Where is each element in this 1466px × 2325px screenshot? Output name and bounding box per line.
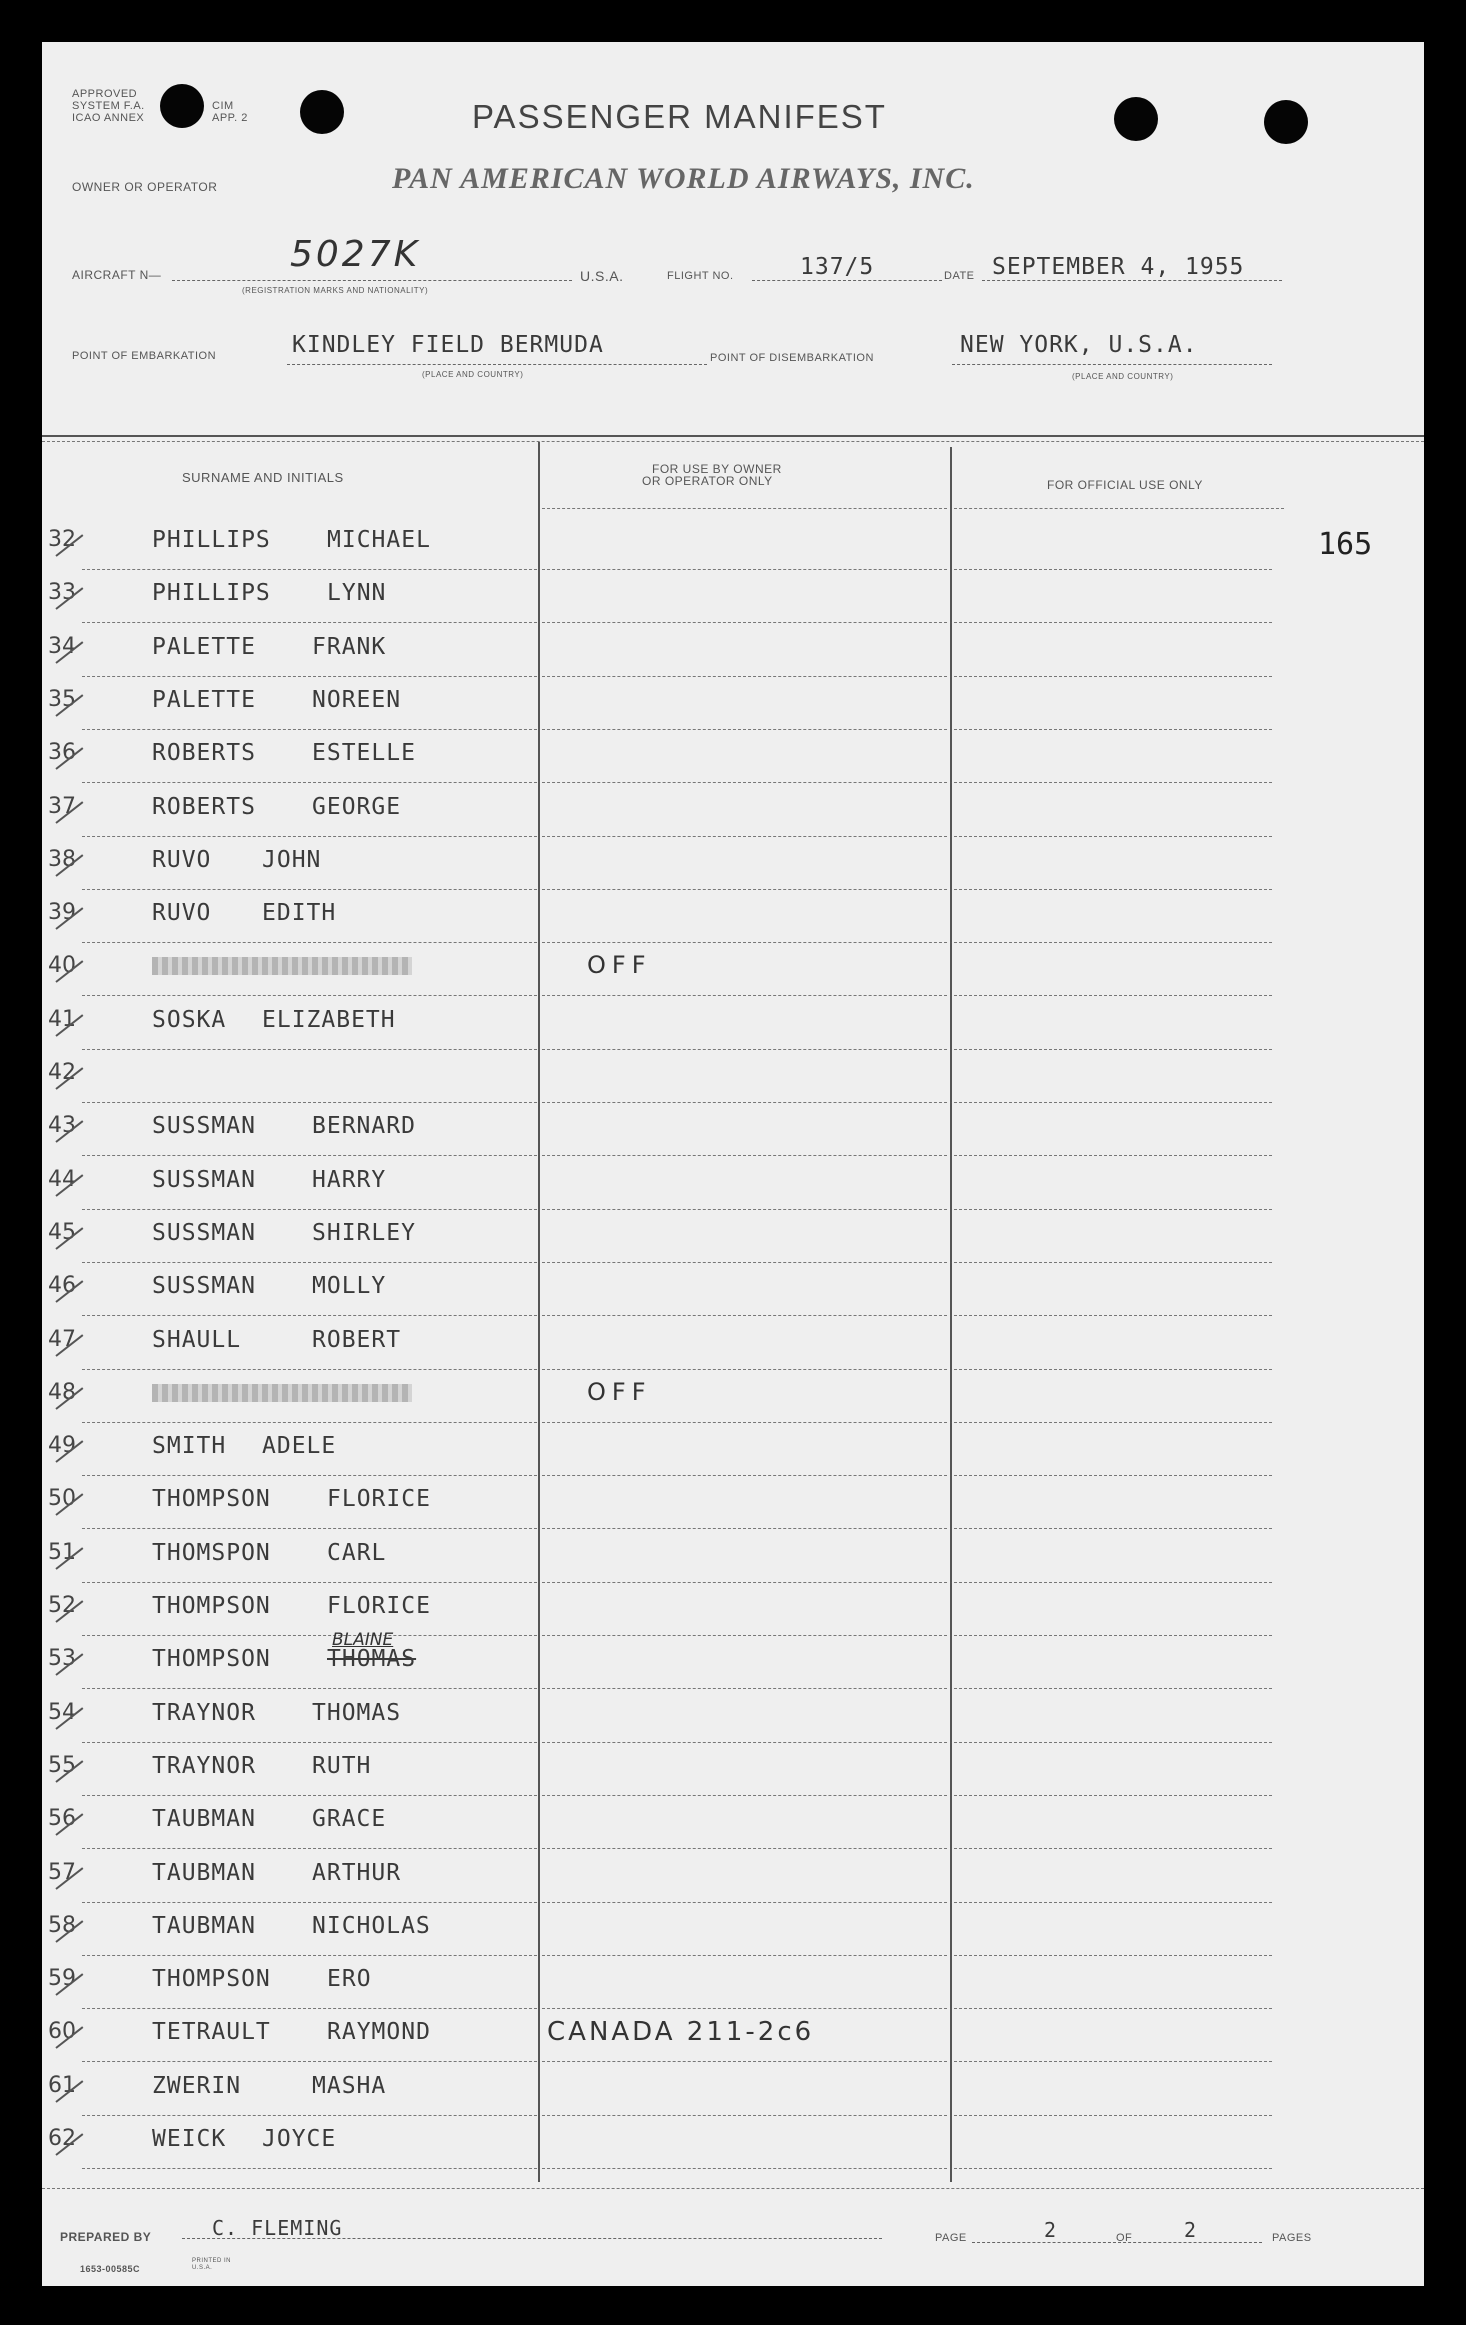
- aircraft-value: 5027K: [290, 234, 421, 275]
- passenger-given-name: BERNARD: [312, 1113, 416, 1140]
- passenger-given-name: JOHN: [262, 846, 322, 873]
- row-number: 32: [48, 527, 76, 552]
- passenger-given-name: GRACE: [312, 1806, 387, 1833]
- row-number: 39: [48, 900, 76, 926]
- row-number: 50: [48, 1486, 76, 1512]
- table-row: [42, 1903, 1424, 1956]
- passenger-surname: PHILLIPS: [152, 580, 271, 607]
- passenger-given-name: NICHOLAS: [312, 1912, 431, 1939]
- passenger-given-name: EDITH: [262, 900, 337, 927]
- page-label: PAGE: [935, 2232, 967, 2244]
- passenger-given-name: MOLLY: [312, 1273, 387, 1300]
- table-row: [42, 1630, 1424, 1689]
- handwritten-correction: BLAINE: [332, 1630, 394, 1651]
- page-stamp: 165: [1318, 527, 1373, 562]
- punch-hole: [300, 90, 344, 134]
- usa-label: U.S.A.: [580, 268, 624, 284]
- registration-note: (REGISTRATION MARKS AND NATIONALITY): [242, 286, 429, 295]
- passenger-surname: TRAYNOR: [152, 1752, 256, 1779]
- row-number: 60: [48, 2019, 76, 2045]
- passenger-surname: PHILLIPS: [152, 527, 271, 553]
- row-number: 42: [48, 1060, 76, 1085]
- table-row: [42, 517, 1424, 570]
- passenger-given-name: SHIRLEY: [312, 1219, 416, 1246]
- passenger-surname: SOSKA: [152, 1006, 227, 1033]
- table-row: [42, 837, 1424, 890]
- owner-label: OWNER OR OPERATOR: [72, 180, 218, 194]
- punch-hole: [1264, 100, 1308, 144]
- passenger-surname: ROBERTS: [152, 793, 256, 820]
- table-row: [42, 1530, 1424, 1583]
- passenger-surname: THOMPSON: [152, 1486, 271, 1513]
- column-header-official: FOR OFFICIAL USE ONLY: [1047, 478, 1203, 492]
- table-row: [42, 570, 1424, 623]
- table-row: [42, 677, 1424, 730]
- passenger-given-name: FRANK: [312, 633, 387, 660]
- approval-note-tail: CIM APP. 2: [212, 100, 248, 124]
- row-number: 43: [48, 1113, 76, 1139]
- table-row: [42, 1743, 1424, 1796]
- passenger-surname: PALETTE: [152, 686, 256, 713]
- place-note-2: (PLACE AND COUNTRY): [1072, 372, 1174, 381]
- aircraft-label: AIRCRAFT N—: [72, 268, 162, 282]
- row-number: 44: [48, 1166, 76, 1192]
- table-row: [42, 1583, 1424, 1636]
- passenger-given-name: FLORICE: [327, 1593, 431, 1619]
- passenger-given-name: ADELE: [262, 1433, 337, 1460]
- table-row: [42, 1850, 1424, 1903]
- printed-note: PRINTED IN U.S.A.: [192, 2258, 232, 2271]
- passenger-given-name: ERO: [327, 1966, 372, 1993]
- row-number: 33: [48, 580, 76, 606]
- row-number: 34: [48, 633, 76, 659]
- passenger-surname: SUSSMAN: [152, 1166, 256, 1193]
- passenger-given-name: THOMAS: [327, 1646, 417, 1673]
- table-row: [42, 1423, 1424, 1476]
- row-number: 51: [48, 1539, 76, 1565]
- punch-hole: [1114, 97, 1158, 141]
- table-row: [42, 1796, 1424, 1849]
- passenger-surname: TRAYNOR: [152, 1699, 256, 1726]
- table-row: [42, 730, 1424, 783]
- row-number: 61: [48, 2072, 76, 2098]
- table-row: [42, 1476, 1424, 1529]
- manifest-sheet: [42, 42, 1424, 2286]
- passenger-surname: RUVO: [152, 900, 212, 927]
- row-number: 41: [48, 1006, 76, 1032]
- passenger-surname: SUSSMAN: [152, 1113, 256, 1140]
- passenger-given-name: FLORICE: [327, 1486, 431, 1513]
- passenger-surname: RUVO: [152, 846, 212, 873]
- row-number: 48: [48, 1379, 76, 1405]
- column-header-surname: SURNAME AND INITIALS: [182, 470, 344, 485]
- passenger-given-name: ROBERT: [312, 1326, 402, 1353]
- row-number: 62: [48, 2126, 76, 2151]
- row-number: 35: [48, 686, 76, 712]
- row-number: 54: [48, 1699, 76, 1725]
- passenger-given-name: LYNN: [327, 580, 387, 607]
- passenger-given-name: NOREEN: [312, 686, 402, 713]
- date-label: DATE: [944, 270, 975, 282]
- passenger-surname: THOMPSON: [152, 1646, 271, 1673]
- passenger-surname: SMITH: [152, 1433, 227, 1460]
- table-row: [42, 1263, 1424, 1316]
- table-row: [42, 1210, 1424, 1263]
- passenger-surname: THOMPSON: [152, 1966, 271, 1993]
- prepared-label: PREPARED BY: [60, 2230, 152, 2244]
- place-note: (PLACE AND COUNTRY): [422, 370, 524, 379]
- passenger-given-name: RAYMOND: [327, 2019, 431, 2046]
- redacted-name: [152, 957, 412, 975]
- prepared-by: C. FLEMING: [212, 2216, 343, 2240]
- page-total: 2: [1184, 2218, 1198, 2242]
- flight-label: FLIGHT NO.: [667, 270, 734, 282]
- passenger-surname: TAUBMAN: [152, 1859, 256, 1886]
- row-number: 45: [48, 1219, 76, 1245]
- approval-note: APPROVED SYSTEM F.A. ICAO ANNEX: [72, 88, 145, 124]
- table-row: [42, 2116, 1424, 2169]
- row-number: 47: [48, 1326, 76, 1352]
- row-number: 38: [48, 846, 76, 872]
- table-row: [42, 784, 1424, 837]
- passenger-given-name: ARTHUR: [312, 1859, 402, 1886]
- row-number: 55: [48, 1752, 76, 1778]
- table-row: [42, 2009, 1424, 2062]
- passenger-surname: ZWERIN: [152, 2072, 242, 2099]
- embarkation-label: POINT OF EMBARKATION: [72, 350, 217, 362]
- passenger-surname: TAUBMAN: [152, 1806, 256, 1833]
- pages-label: PAGES: [1272, 2232, 1312, 2244]
- owner-note: CANADA 211-2c6: [547, 2017, 815, 2048]
- passenger-given-name: GEORGE: [312, 793, 402, 820]
- row-number: 37: [48, 793, 76, 819]
- passenger-given-name: MASHA: [312, 2072, 387, 2099]
- flight-number: 137/5: [800, 254, 875, 280]
- row-number: 53: [48, 1646, 76, 1672]
- page-number: 2: [1044, 2218, 1058, 2242]
- passenger-given-name: THOMAS: [312, 1699, 402, 1726]
- row-number: 46: [48, 1273, 76, 1299]
- passenger-surname: TAUBMAN: [152, 1912, 256, 1939]
- passenger-given-name: ELIZABETH: [262, 1006, 396, 1033]
- passenger-given-name: ESTELLE: [312, 740, 416, 767]
- table-row: [42, 1103, 1424, 1156]
- table-row: [42, 624, 1424, 677]
- passenger-given-name: JOYCE: [262, 2126, 337, 2152]
- disembarkation-value: NEW YORK, U.S.A.: [960, 332, 1198, 358]
- disembarkation-label: POINT OF DISEMBARKATION: [710, 352, 874, 364]
- row-number: 57: [48, 1859, 76, 1885]
- passenger-given-name: RUTH: [312, 1752, 372, 1779]
- passenger-surname: SHAULL: [152, 1326, 242, 1353]
- embarkation-value: KINDLEY FIELD BERMUDA: [292, 332, 604, 358]
- passenger-given-name: MICHAEL: [327, 527, 431, 553]
- row-number: 52: [48, 1593, 76, 1618]
- passenger-surname: SUSSMAN: [152, 1273, 256, 1300]
- table-row: [42, 1690, 1424, 1743]
- row-number: 40: [48, 953, 76, 979]
- row-number: 56: [48, 1806, 76, 1832]
- of-label: OF: [1116, 2232, 1133, 2244]
- column-header-owner-1: FOR USE BY OWNER: [652, 462, 782, 476]
- passenger-surname: THOMPSON: [152, 1593, 271, 1619]
- table-row: [42, 1050, 1424, 1103]
- passenger-surname: SUSSMAN: [152, 1219, 256, 1246]
- page-title: PASSENGER MANIFEST: [472, 98, 887, 135]
- table-row: [42, 890, 1424, 943]
- company-name: PAN AMERICAN WORLD AIRWAYS, INC.: [392, 162, 975, 195]
- passenger-given-name: HARRY: [312, 1166, 387, 1193]
- row-number: 36: [48, 740, 76, 766]
- table-row: [42, 1370, 1424, 1423]
- form-code: 1653-00585C: [80, 2264, 141, 2274]
- table-row: [42, 943, 1424, 996]
- owner-note: OFF: [587, 951, 652, 980]
- redacted-name: [152, 1384, 412, 1402]
- table-row: [42, 1157, 1424, 1210]
- table-row: [42, 997, 1424, 1050]
- row-number: 49: [48, 1433, 76, 1459]
- owner-note: OFF: [587, 1377, 652, 1406]
- passenger-surname: TETRAULT: [152, 2019, 271, 2046]
- passenger-given-name: CARL: [327, 1539, 387, 1566]
- table-row: [42, 1956, 1424, 2009]
- row-number: 58: [48, 1912, 76, 1938]
- passenger-surname: PALETTE: [152, 633, 256, 660]
- table-row: [42, 1317, 1424, 1370]
- flight-date: SEPTEMBER 4, 1955: [992, 254, 1245, 280]
- passenger-surname: WEICK: [152, 2126, 227, 2152]
- row-number: 59: [48, 1966, 76, 1992]
- passenger-surname: ROBERTS: [152, 740, 256, 767]
- table-row: [42, 2063, 1424, 2116]
- column-header-owner-2: OR OPERATOR ONLY: [642, 474, 773, 488]
- passenger-surname: THOMSPON: [152, 1539, 271, 1566]
